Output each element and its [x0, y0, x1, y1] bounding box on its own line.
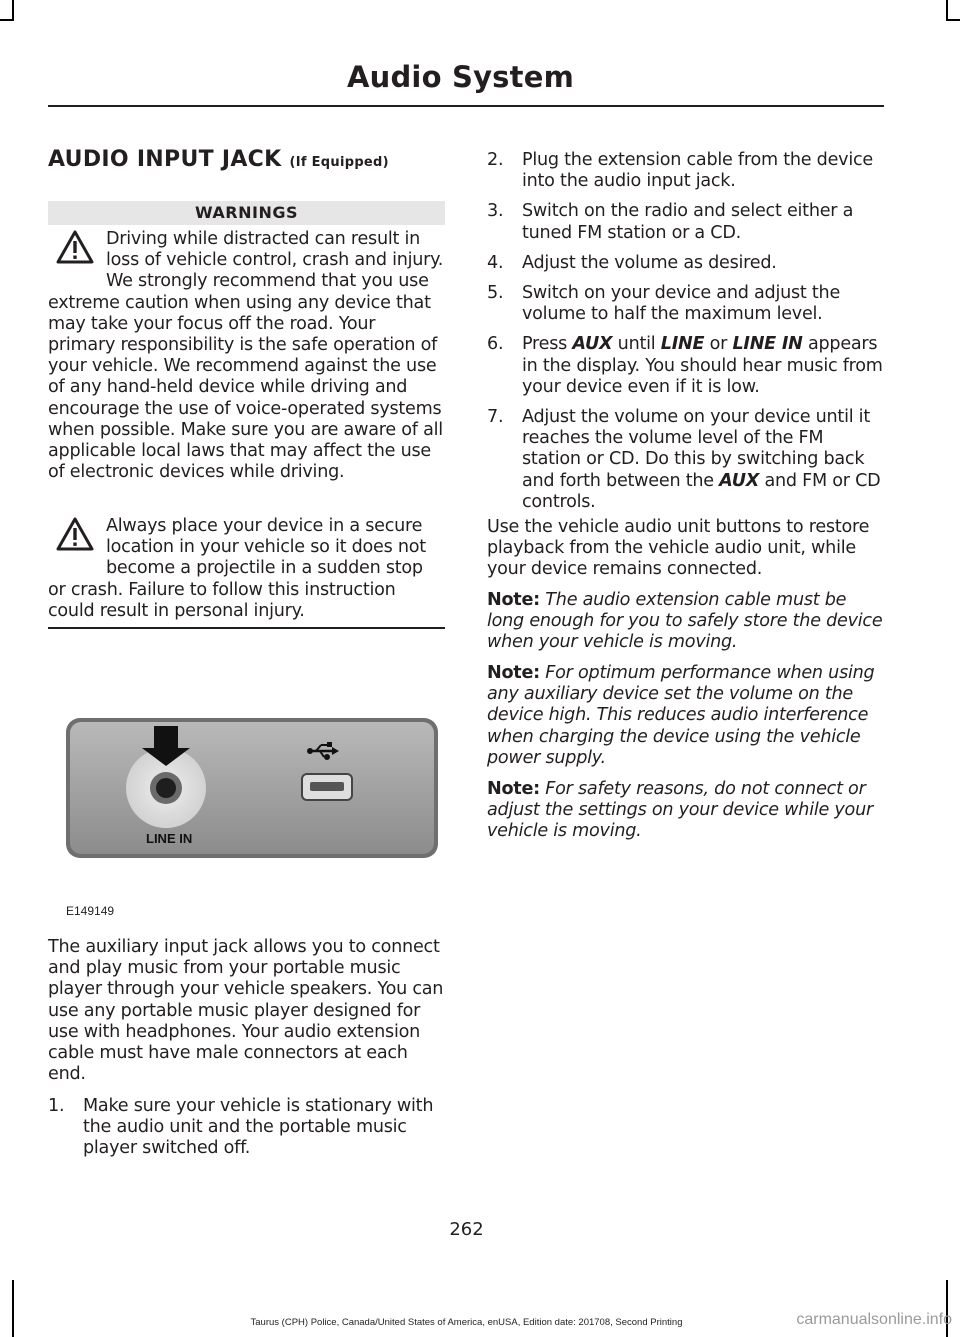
- warning-text: Driving while distracted can result in loss of vehicle control, crash and injury. We strongly recommend that you use extreme caution when using any device that may take your focus off the road. Your primary responsibility is the safe operation of your vehicle. We recommend against the use of any hand-held device while driving and encourage the use of voice-operated systems when possible. Make sure you are aware of all applicable local laws that may affect the use of electronic devices while driving.: [48, 229, 444, 483]
- step-text: Switch on the radio and select either a tuned FM station or a CD.: [522, 201, 854, 243]
- step-number: 7.: [487, 407, 504, 428]
- steps-list-right: [487, 150, 883, 522]
- page-number: 262: [449, 1219, 484, 1240]
- step-text-post: appears in the display. You should hear music from your device even if it is low.: [522, 334, 883, 397]
- crop-mark: [0, 19, 14, 21]
- step-text-post: and FM or CD controls.: [522, 470, 881, 512]
- step-item: [487, 150, 883, 192]
- step-item: [487, 253, 883, 274]
- crop-mark: [12, 0, 14, 20]
- step-text: Adjust the volume as desired.: [522, 252, 777, 273]
- step-number: 3.: [487, 201, 504, 222]
- aux-keyword: AUX: [572, 334, 613, 355]
- note-text: For optimum performance when using any auxiliary device set the volume on the device high. This reduces audio interference when charging the device using the vehicle power supply.: [487, 663, 875, 768]
- intro-paragraph: The auxiliary input jack allows you to connect and play music from your portable music player through your vehicle speakers. You can use any portable music player designed for use with headphones. Your audio extension cable must have male connectors at each end.: [48, 937, 444, 1085]
- step-item: [487, 334, 883, 398]
- warnings-heading: WARNINGS: [48, 201, 445, 225]
- crop-mark: [946, 19, 960, 21]
- note: [487, 663, 883, 769]
- step-text: Make sure your vehicle is stationary with the audio unit and the portable music player switched off.: [83, 1096, 434, 1159]
- crop-mark: [946, 0, 948, 20]
- note-label: Note:: [487, 590, 540, 610]
- step-text-pre: Adjust the volume on your device until it reaches the volume level of the FM station or CD. Do this by switching back and forth between the: [522, 407, 870, 491]
- step-number: 4.: [487, 252, 504, 273]
- section-title-text: AUDIO INPUT JACK: [48, 147, 282, 172]
- step-text: Plug the extension cable from the device into the audio input jack.: [522, 150, 873, 192]
- step-text-pre: Press: [522, 334, 573, 355]
- line-in-label: LINE IN: [146, 831, 193, 846]
- step-item: [487, 407, 883, 513]
- page-header-title: Audio System: [346, 60, 574, 94]
- steps-list-left: [48, 1096, 445, 1169]
- note-label: Note:: [487, 779, 540, 799]
- note: [487, 590, 883, 654]
- warning-item: [48, 516, 445, 622]
- footer-text: Taurus (CPH) Police, Canada/United States of America, enUSA, Edition date: 201708, Second Printing: [250, 1317, 683, 1328]
- warning-triangle-icon: [56, 517, 94, 551]
- warning-item: [48, 229, 445, 483]
- step-number: 2.: [487, 150, 504, 170]
- warning-triangle-icon: [56, 230, 94, 264]
- audio-jack-illustration: [48, 702, 445, 874]
- note-text: For safety reasons, do not connect or adjust the settings on your device while your vehicle is moving.: [487, 779, 873, 842]
- step-number: 6.: [487, 334, 504, 355]
- watermark: carmanualsonline.info: [796, 1311, 952, 1328]
- figure-id: E149149: [66, 904, 115, 918]
- note-text: The audio extension cable must be long enough for you to safely store the device when your vehicle is moving.: [487, 590, 883, 653]
- line-keyword: LINE: [660, 334, 705, 355]
- step-text-mid: until: [612, 334, 661, 355]
- section-qualifier: (If Equipped): [289, 155, 389, 170]
- note: [487, 779, 883, 843]
- step-text: Switch on your device and adjust the volume to half the maximum level.: [522, 283, 841, 325]
- warnings-end-rule: [48, 627, 445, 629]
- crop-mark: [12, 1280, 14, 1337]
- step-item: [487, 283, 883, 325]
- header-rule: [48, 105, 884, 107]
- line-in-keyword: LINE IN: [732, 334, 803, 355]
- step-text-mid: or: [704, 334, 733, 355]
- section-title: [48, 147, 389, 172]
- warning-text: Always place your device in a secure location in your vehicle so it does not become a projectile in a sudden stop or crash. Failure to follow this instruction could result in personal injury.: [48, 516, 426, 621]
- step-item: [48, 1096, 445, 1160]
- note-label: Note:: [487, 663, 540, 683]
- step-item: [487, 201, 883, 243]
- step-number: 1.: [48, 1096, 65, 1116]
- restore-paragraph: Use the vehicle audio unit buttons to restore playback from the vehicle audio unit, while your device remains connected.: [487, 517, 870, 580]
- step-number: 5.: [487, 283, 504, 304]
- aux-keyword: AUX: [719, 470, 760, 491]
